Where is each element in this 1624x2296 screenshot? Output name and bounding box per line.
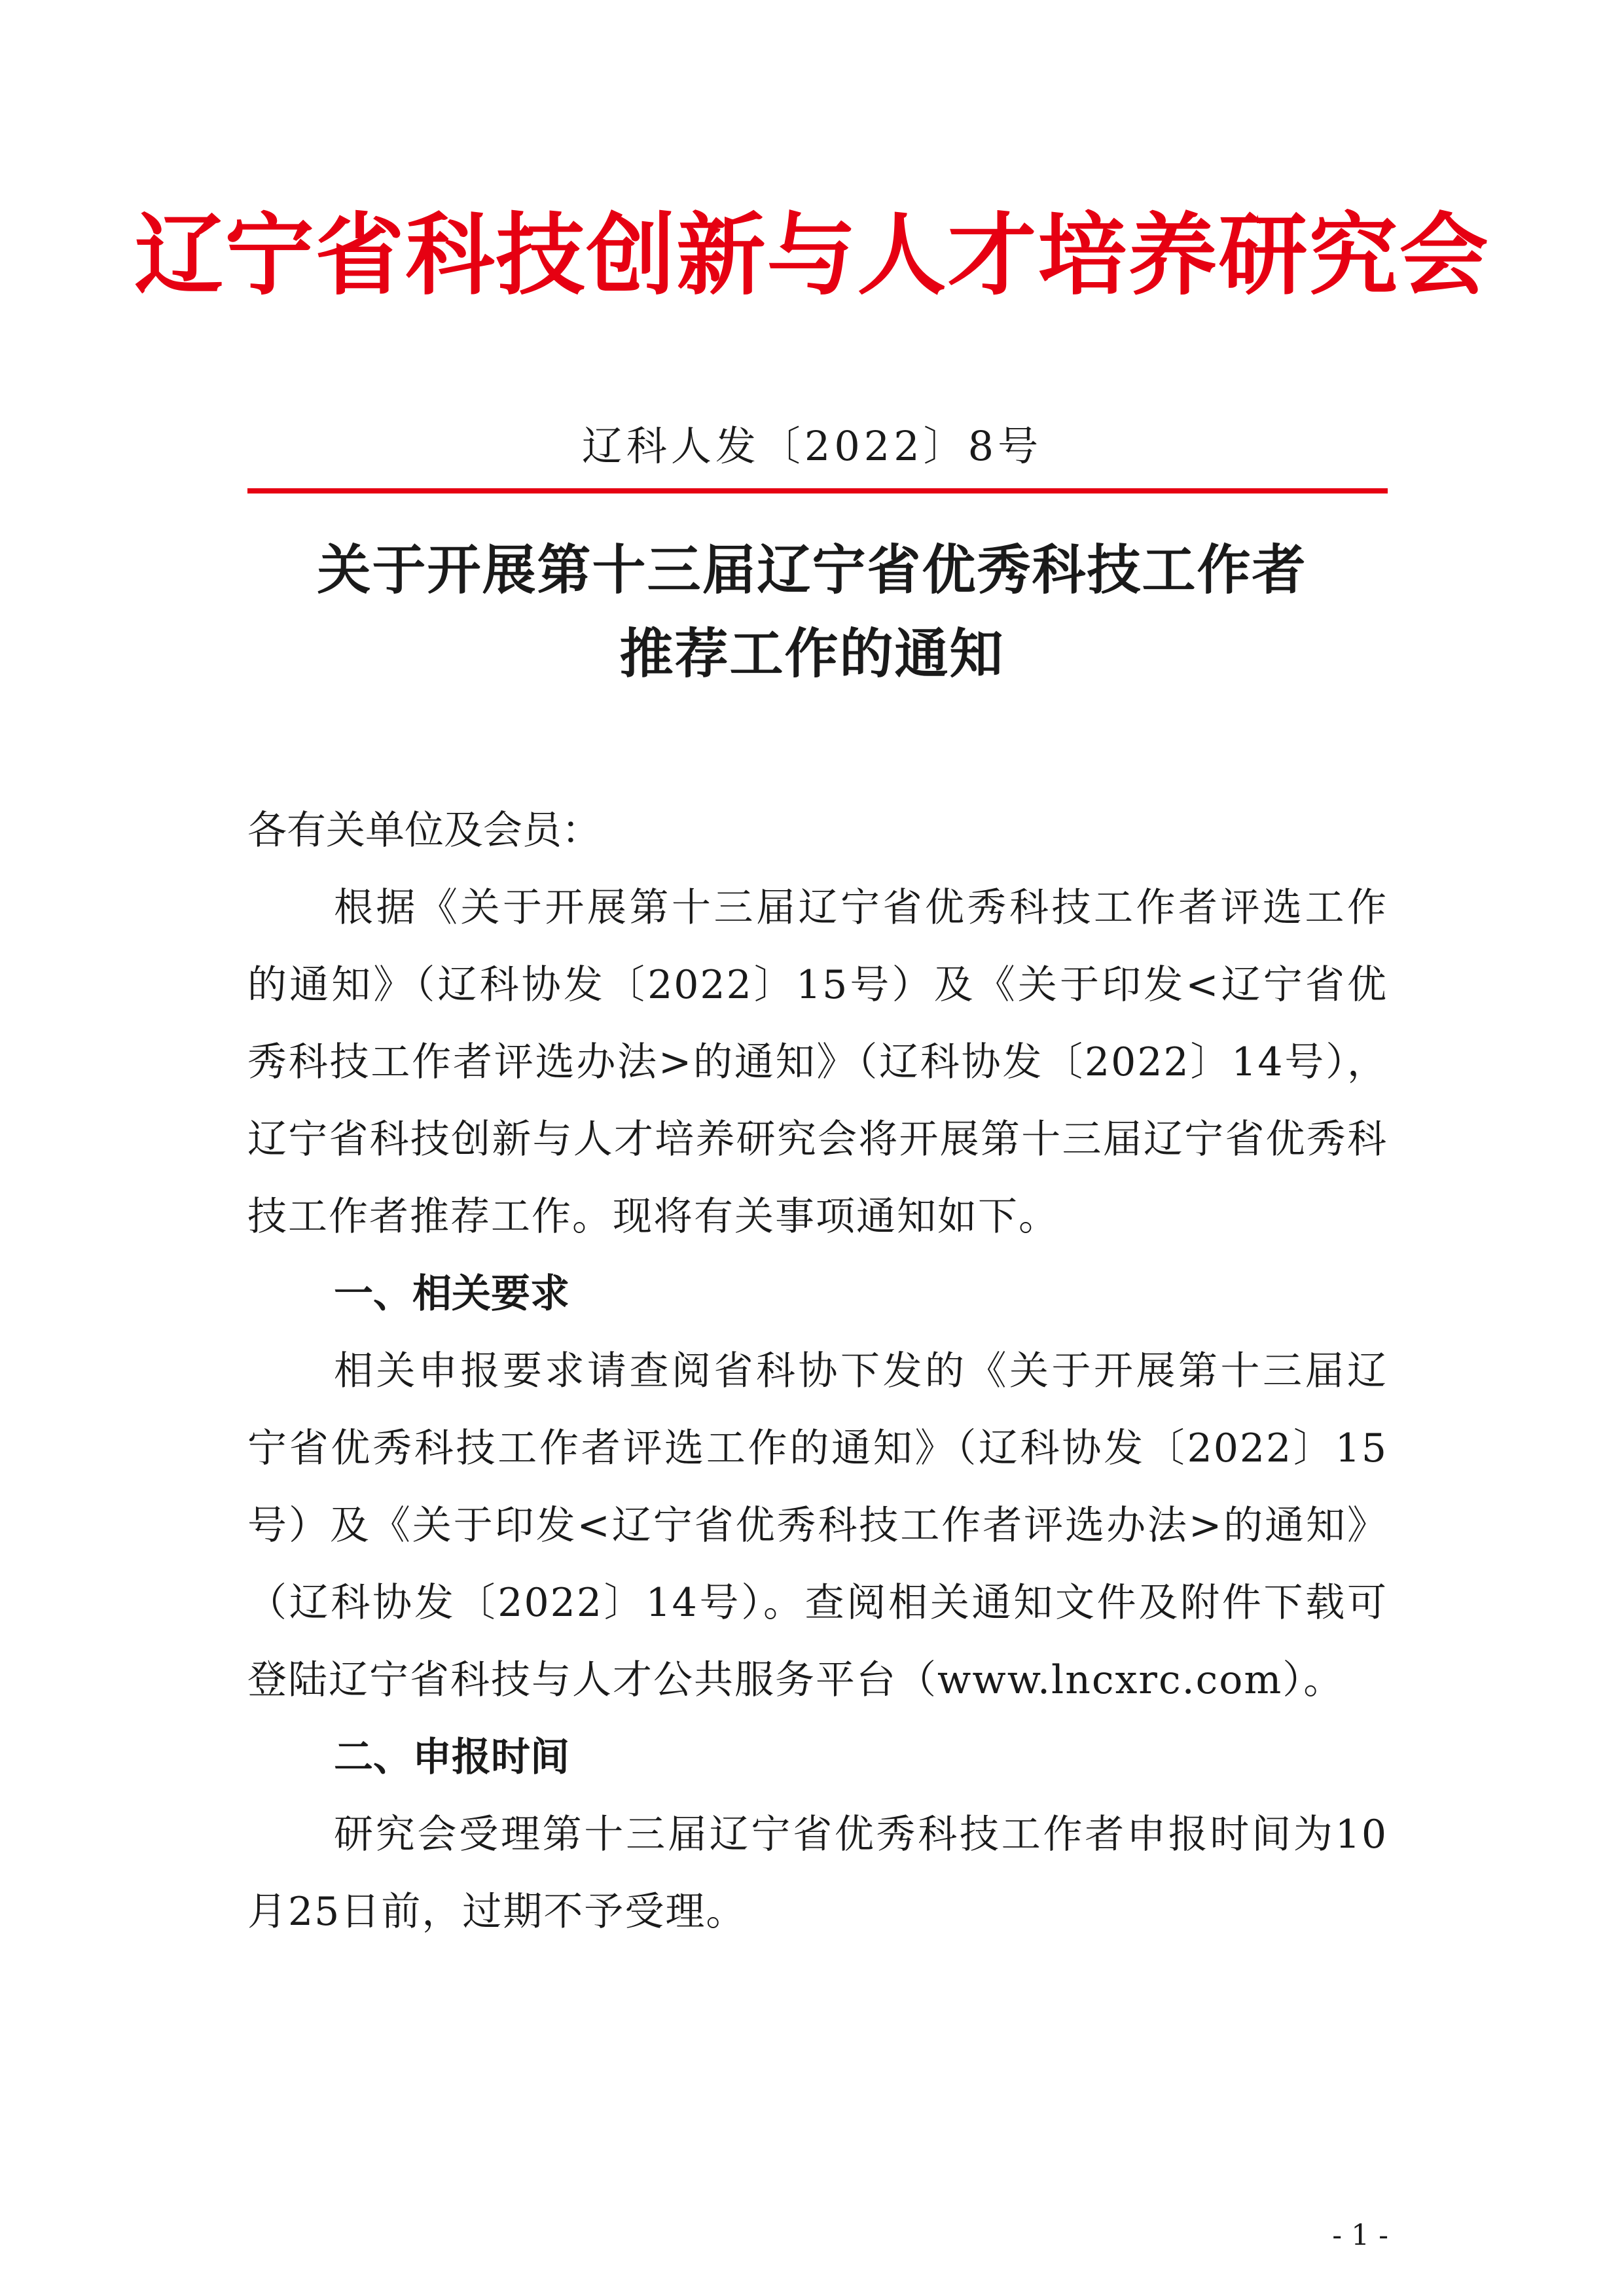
organization-header: 辽宁省科技创新与人才培养研究会	[134, 203, 1490, 308]
title-line-1: 关于开展第十三届辽宁省优秀科技工作者	[317, 539, 1307, 601]
document-body	[247, 869, 1388, 1950]
salutation: 各有关单位及会员：	[247, 808, 601, 853]
intro-paragraph: 根据《关于开展第十三届辽宁省优秀科技工作者评选工作的通知》（辽科协发〔2022〕15号）及《关于印发<辽宁省优秀科技工作者评选办法>的通知》（辽科协发〔2022〕14号），辽宁省科技创新与人才培养研究会将开展第十三届辽宁省优秀科技工作者推荐工作。现将有关事项通知如下。	[247, 885, 1388, 1240]
title-line-2: 推荐工作的通知	[619, 623, 1005, 685]
document-title	[0, 529, 1624, 696]
section-heading-requirements: 一、相关要求	[334, 1271, 569, 1317]
red-divider-line	[247, 488, 1388, 493]
page-number: - 1 -	[1332, 2219, 1388, 2252]
section-text-deadline: 研究会受理第十三届辽宁省优秀科技工作者申报时间为10月25日前，过期不予受理。	[247, 1812, 1388, 1935]
document-number: 辽科人发〔2022〕8号	[581, 422, 1043, 470]
section-heading-deadline: 二、申报时间	[334, 1734, 569, 1780]
section-text-requirements: 相关申报要求请查阅省科协下发的《关于开展第十三届辽宁省优秀科技工作者评选工作的通知》（辽科协发〔2022〕15号）及《关于印发<辽宁省优秀科技工作者评选办法>的通知》（辽科协发〔2022〕14号）。查阅相关通知文件及附件下载可登陆辽宁省科技与人才公共服务平台（www.lncxrc.com）。	[247, 1348, 1388, 1703]
